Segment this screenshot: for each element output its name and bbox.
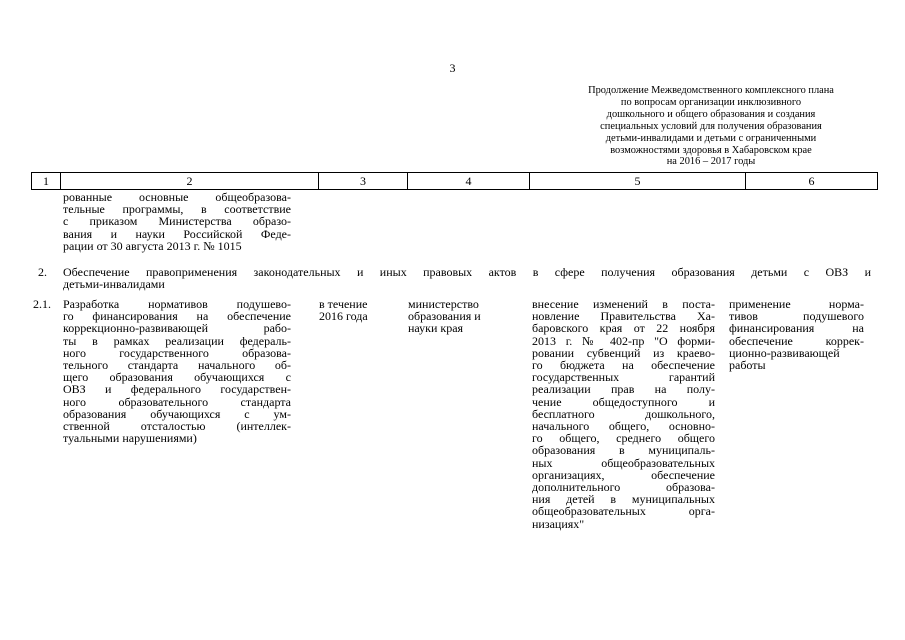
text-line: ных общеобразовательных [532,455,715,470]
text-line: министерство [408,297,479,311]
column-number: 5 [530,173,746,190]
heading-line: детьми-инвалидами и детьми с ограниченными [605,132,817,144]
text-line: тельные программы, в соответствие [63,202,291,217]
text-line: рации от 30 августа 2013 г. № 1015 [63,238,242,253]
text-line: го финансирования на обеспечение [63,309,291,324]
text-line: с приказом Министерства образо- [63,214,291,229]
text-line: общеобразовательных орга- [532,504,715,519]
text-line: ного образовательного стандарта [63,394,291,409]
text-line: го бюджета на обеспечение [532,358,715,373]
column-number: 3 [319,173,408,190]
text-line: обеспечение коррек- [729,333,864,348]
text-line: науки края [408,321,464,336]
text-line: ционно-развивающей [729,345,840,360]
text-line: ОВЗ и федерального государствен- [63,382,291,397]
text-line: ного государственного образова- [63,345,291,360]
text-line: организациях, обеспечение [532,467,715,482]
deadline-cell [319,298,399,322]
text-line: работы [729,358,766,373]
text-line: бесплатного дошкольного, [532,406,715,421]
text-line: 2013 г. № 402-пр "О форми- [532,333,715,348]
text-line: рованные основные общеобразова- [63,190,291,204]
column-number-header [31,172,878,190]
text-line: коррекционно-развивающей рабо- [63,321,291,336]
text-line: тивов подушевого [729,309,864,324]
text-line: новление Правительства Ха- [532,309,715,324]
text-line: в течение [319,297,368,311]
text-line: чение общедоступного и [532,394,715,409]
text-line: ровании субвенций из краево- [532,345,715,360]
text-line: го общего, среднего общего [532,431,715,446]
text-line: ния детей в муниципальных [532,492,715,507]
column-number: 4 [408,173,530,190]
text-line: вания и науки Российской Феде- [63,226,291,241]
row-number: 2.1. [33,297,51,311]
text-line: начального общего, основно- [532,419,715,434]
text-line: щего образования обучающихся с [63,370,291,385]
text-line: тельного стандарта начального об- [63,358,291,373]
heading-line: возможностями здоровья в Хабаровском крае [610,144,812,156]
heading-line: специальных условий для получения образования [600,120,822,132]
continued-activity-text [63,191,291,252]
heading-line: по вопросам организации инклюзивного [620,96,802,108]
indicator-cell [729,298,864,371]
activity-cell [63,298,291,444]
text-line: применение норма- [729,297,864,311]
text-line: баровского края от 22 ноября [532,321,715,336]
section-number: 2. [38,265,47,279]
heading-line: на 2016 – 2017 годы [666,156,756,168]
page-number: 3 [449,61,456,75]
heading-line: дошкольного и общего образования и создания [606,108,816,120]
column-number: 1 [32,173,61,190]
text-line: образования в муниципаль- [532,443,715,458]
section-title-line: детьми-инвалидами [63,277,165,292]
text-line: Разработка нормативов подушево- [63,297,291,311]
text-line: ты в рамках реализации федераль- [63,333,291,348]
column-number: 2 [61,173,319,190]
text-line: низациях" [532,516,585,531]
section-title-line: Обеспечение правоприменения законодательных и иных правовых актов в сфере получения образования детьми с ОВЗ и [63,265,871,279]
text-line: реализации прав на полу- [532,382,715,397]
text-line: государственных гарантий [532,370,715,385]
text-line: 2016 года [319,309,368,324]
result-cell [532,298,715,530]
plan-continuation-heading [552,85,870,168]
text-line: финансирования на [729,321,864,336]
text-line: туальными нарушениями) [63,431,197,446]
section-title [63,266,871,290]
text-line: ственной отсталостью (интеллек- [63,419,291,434]
text-line: внесение изменений в поста- [532,297,715,311]
text-line: образования и [408,309,481,324]
heading-line: Продолжение Межведомственного комплексного плана [588,85,834,96]
text-line: дополнительного образова- [532,480,715,495]
text-line: образования обучающихся с ум- [63,406,291,421]
column-number: 6 [746,173,878,190]
responsible-cell [408,298,518,335]
